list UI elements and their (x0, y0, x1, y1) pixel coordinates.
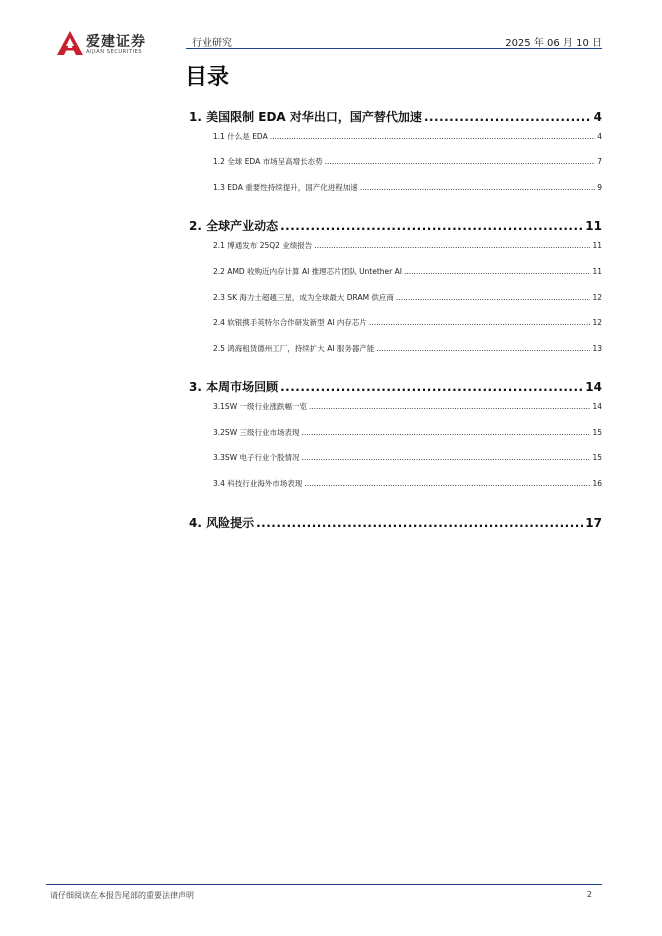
toc-entry-page: 11 (592, 241, 602, 250)
page-number: 2 (586, 890, 592, 899)
report-type: 行业研究 (192, 38, 232, 49)
toc-entry-page: 4 (597, 132, 602, 141)
toc-entry[interactable] (189, 452, 602, 463)
toc-entry[interactable] (189, 266, 602, 277)
toc-entry-page: 11 (585, 219, 602, 233)
toc-entry-label: 1.3 EDA 重要性持续提升，国产化进程加速 (213, 183, 358, 192)
toc-entry-label: 3.3SW 电子行业个股情况 (213, 453, 300, 462)
toc-entry-label: 2.1 博通发布 25Q2 业绩报告 (213, 241, 313, 250)
toc-entry-label: 3. 本周市场回顾 (189, 380, 279, 394)
toc-entry-page: 17 (585, 516, 602, 530)
logo-english-name: AIJIAN SECURITIES (86, 49, 143, 55)
toc-entry[interactable] (189, 514, 602, 531)
toc-leader-dots (270, 132, 596, 141)
toc-leader-dots (404, 267, 590, 276)
toc-entry-page: 13 (592, 344, 602, 353)
toc-entry-label: 1. 美国限制 EDA 对华出口，国产替代加速 (189, 110, 422, 124)
toc-leader-dots (360, 183, 596, 192)
toc-entry[interactable] (189, 478, 602, 489)
toc-entry-page: 15 (592, 428, 602, 437)
toc-leader-dots (314, 241, 590, 250)
toc-entry-page: 7 (597, 157, 602, 166)
toc-entry[interactable] (189, 317, 602, 328)
toc-entry-label: 2.3 SK 海力士超越三星，成为全球最大 DRAM 供应商 (213, 293, 394, 302)
toc-entry[interactable] (189, 427, 602, 438)
toc-entry[interactable] (189, 343, 602, 354)
toc-entry-label: 2.4 软银携手英特尔合作研发新型 AI 内存芯片 (213, 318, 367, 327)
toc-entry[interactable] (189, 108, 602, 125)
toc-entry-page: 16 (592, 479, 602, 488)
toc-title: 目录 (185, 65, 230, 90)
toc-entry[interactable] (189, 131, 602, 142)
toc-entry-label: 2.2 AMD 收购近内存计算 AI 推理芯片团队 Untether AI (213, 267, 402, 276)
toc-entry-page: 15 (592, 453, 602, 462)
toc-entry-label: 2.5 鸿海租赁德州工厂，持续扩大 AI 服务器产能 (213, 344, 375, 353)
toc-entry-label: 4. 风险提示 (189, 516, 255, 530)
toc-leader-dots (302, 428, 591, 437)
toc-entry[interactable] (189, 182, 602, 193)
toc-entry-label: 3.4 科技行业海外市场表现 (213, 479, 303, 488)
toc-leader-dots (302, 453, 591, 462)
toc-entry-page: 14 (585, 380, 602, 394)
toc-leader-dots (304, 479, 590, 488)
toc-entry[interactable] (189, 292, 602, 303)
toc-entry-label: 2. 全球产业动态 (189, 219, 279, 233)
toc-leader-dots (376, 344, 590, 353)
toc-entry-page: 9 (597, 183, 602, 192)
footer-divider (46, 884, 602, 885)
toc-entry-page: 12 (592, 293, 602, 302)
footer-disclaimer: 请仔细阅读在本报告尾部的重要法律声明 (50, 891, 194, 900)
toc-leader-dots (369, 318, 591, 327)
toc-entry-label: 1.1 什么是 EDA (213, 132, 268, 141)
toc-entry-label: 1.2 全球 EDA 市场呈高增长态势 (213, 157, 323, 166)
aijian-logo-icon (56, 30, 84, 56)
toc-entry-label: 3.1SW 一级行业涨跌幅一览 (213, 402, 307, 411)
toc-leader-dots (424, 110, 592, 124)
toc-entry-label: 3.2SW 三级行业市场表现 (213, 428, 300, 437)
toc-entry-page: 11 (592, 267, 602, 276)
company-logo (56, 30, 166, 58)
toc-entry-page: 12 (592, 318, 602, 327)
toc-entry[interactable] (189, 240, 602, 251)
toc-entry-page: 4 (593, 110, 602, 124)
report-date: 2025 年 06 月 10 日 (505, 38, 602, 49)
header-divider (186, 48, 602, 49)
toc-leader-dots (325, 157, 596, 166)
toc-entry[interactable] (189, 401, 602, 412)
toc-entry[interactable] (189, 378, 602, 395)
toc-entry[interactable] (189, 217, 602, 234)
logo-chinese-name: 爱建证券 (86, 34, 146, 50)
toc-leader-dots (256, 516, 583, 530)
toc-leader-dots (280, 219, 583, 233)
toc-leader-dots (280, 380, 583, 394)
toc-entry-page: 14 (592, 402, 602, 411)
toc-leader-dots (309, 402, 590, 411)
toc-leader-dots (396, 293, 591, 302)
toc-entry[interactable] (189, 156, 602, 167)
